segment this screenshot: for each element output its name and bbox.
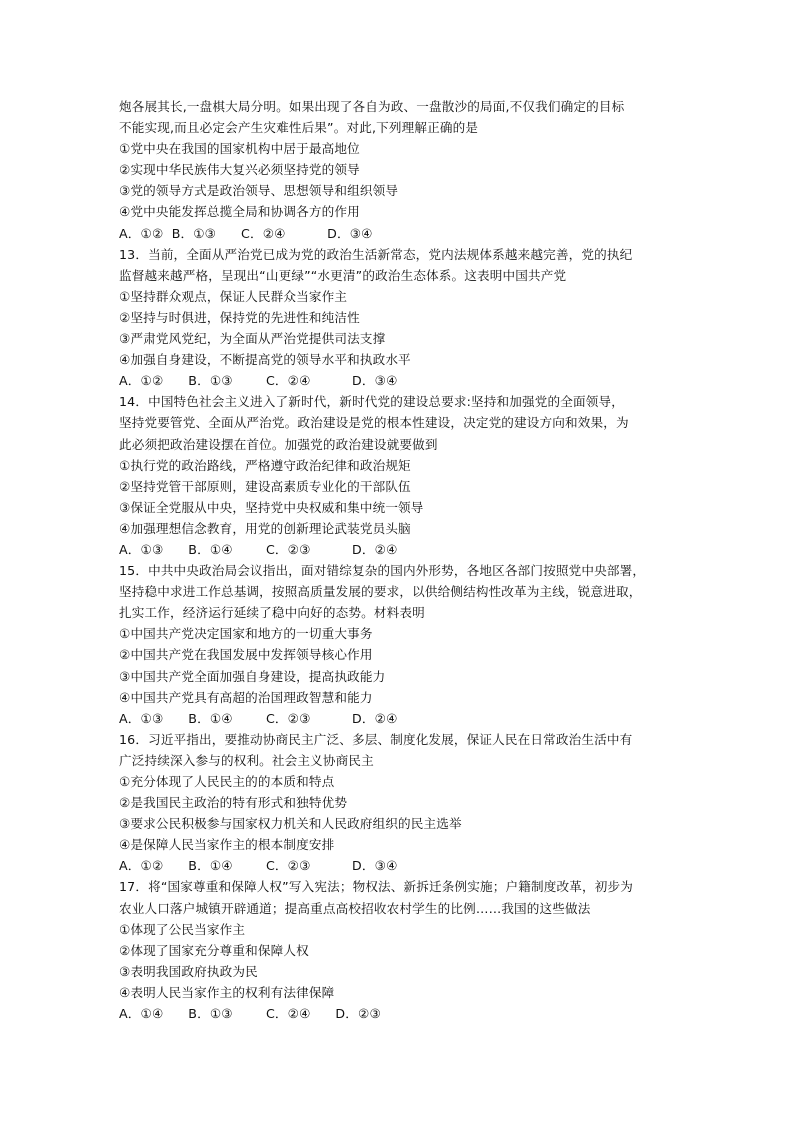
text-line: 炮各展其长,一盘棋大局分明。如果出现了各自为政、一盘散沙的局面,不仅我们确定的目标: [119, 99, 625, 114]
text-line: 此必须把政治建设摆在首位。加强党的政治建设就要做到: [119, 436, 438, 452]
text-line: 监督越来越严格，呈现出“山更绿”“水更清”的政治生态体系。这表明中国共产党: [119, 267, 567, 283]
option-line: ③表明我国政府执政为民: [119, 963, 258, 979]
option-line: ①充分体现了人民民主的的本质和特点: [119, 774, 335, 789]
option-line: ②实现中华民族伟大复兴必须坚持党的领导: [119, 162, 360, 178]
answer-choices: A．①② B．①④ C．②③ D．③④: [119, 858, 398, 874]
option-line: ②中国共产党在我国发展中发挥领导核心作用: [119, 647, 373, 663]
question-13-stem: 13．当前，全面从严治党已成为党的政治生活新常态，党内法规体系越来越完善，党的执纪: [119, 246, 633, 262]
answer-choices: A．①② B．①③ C．②④ D．③④: [119, 373, 398, 389]
question-17-stem: 17．将“国家尊重和保障人权”写入宪法；物权法、新拆迁条例实施；户籍制度改革，初步为: [119, 879, 633, 895]
option-line: ①体现了公民当家作主: [119, 921, 246, 937]
option-line: ①执行党的政治路线，严格遵守政治纪律和政治规矩: [119, 457, 411, 473]
text-line: 广泛持续深入参与的权利。社会主义协商民主: [119, 752, 374, 768]
option-line: ①党中央在我国的国家机构中居于最高地位: [119, 141, 360, 157]
text-line: 坚持党要管党、全面从严治党。政治建设是党的根本性建设，决定党的建设方向和效果，为: [119, 415, 629, 431]
option-line: ②是我国民主政治的特有形式和独特优势: [119, 795, 348, 811]
option-line: ④表明人民当家作主的权利有法律保障: [119, 984, 335, 1000]
option-line: ②坚持党管干部原则，建设高素质专业化的干部队伍: [119, 478, 411, 494]
question-16-stem: 16．习近平指出，要推动协商民主广泛、多层、制度化发展，保证人民在日常政治生活中有: [119, 731, 633, 747]
option-line: ①中国共产党决定国家和地方的一切重大事务: [119, 626, 373, 642]
answer-choices: A．①④ B．①③ C．②④ D．②③: [119, 1006, 381, 1022]
question-15-stem: 15．中共中央政治局会议指出，面对错综复杂的国内外形势，各地区各部门按照党中央部署，: [119, 563, 646, 579]
option-line: ④加强理想信念教育，用党的创新理论武装党员头脑: [119, 520, 411, 536]
exam-text-body: [119, 96, 681, 1024]
option-line: ④是保障人民当家作主的根本制度安排: [119, 837, 335, 853]
answer-choices: A．①② B．①③ C．②④ D．③④: [119, 225, 373, 241]
text-line: 扎实工作，经济运行延续了稳中向好的态势。材料表明: [119, 605, 425, 621]
option-line: ③保证全党服从中央，坚持党中央权威和集中统一领导: [119, 499, 424, 515]
option-line: ④党中央能发挥总揽全局和协调各方的作用: [119, 204, 360, 220]
option-line: ④中国共产党具有高超的治国理政智慧和能力: [119, 689, 373, 705]
text-line: 农业人口落户城镇开辟通道；提高重点高校招收农村学生的比例……我国的这些做法: [119, 900, 591, 916]
text-line: 不能实现,而且必定会产生灾难性后果”。对此,下列理解正确的是: [119, 120, 479, 136]
option-line: ②体现了国家充分尊重和保障人权: [119, 942, 309, 958]
answer-choices: A．①③ B．①④ C．②③ D．②④: [119, 541, 398, 557]
option-line: ①坚持群众观点，保证人民群众当家作主: [119, 288, 348, 304]
option-line: ④加强自身建设，不断提高党的领导水平和执政水平: [119, 352, 411, 368]
question-14-stem: 14．中国特色社会主义进入了新时代，新时代党的建设总要求:坚持和加强党的全面领导，: [119, 394, 624, 410]
answer-choices: A．①③ B．①④ C．②③ D．②④: [119, 710, 398, 726]
option-line: ②坚持与时俱进，保持党的先进性和纯洁性: [119, 309, 360, 325]
option-line: ③严肃党风党纪，为全面从严治党提供司法支撑: [119, 331, 386, 347]
option-line: ③党的领导方式是政治领导、思想领导和组织领导: [119, 183, 399, 199]
option-line: ③中国共产党全面加强自身建设，提高执政能力: [119, 668, 386, 684]
option-line: ③要求公民积极参与国家权力机关和人民政府组织的民主选举: [119, 816, 462, 832]
text-line: 坚持稳中求进工作总基调，按照高质量发展的要求，以供给侧结构性改革为主线，锐意进取，: [119, 584, 642, 600]
